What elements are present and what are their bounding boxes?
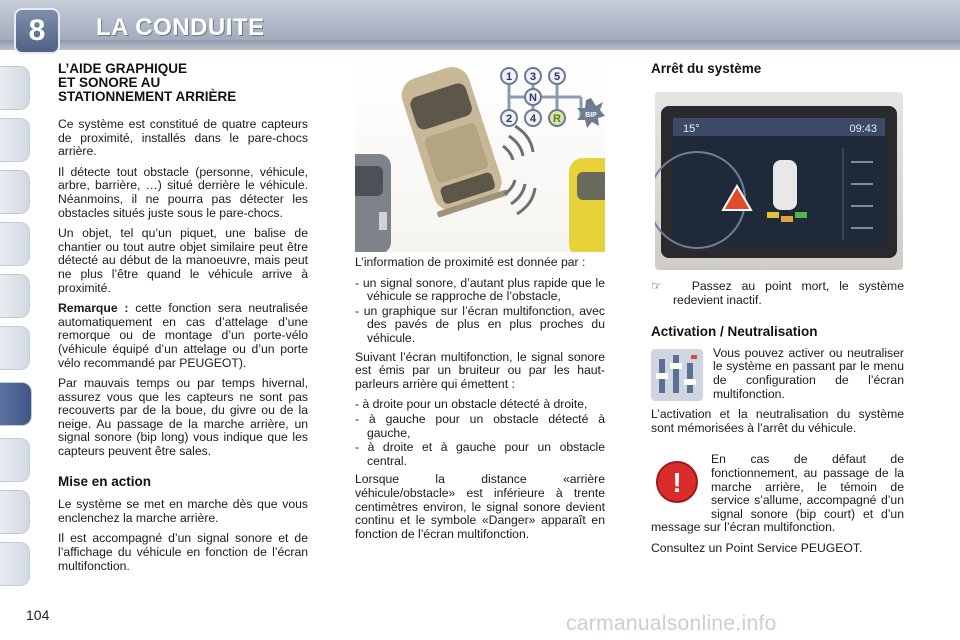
chapter-tab[interactable]	[0, 326, 30, 370]
multifunction-screen-photo	[655, 92, 903, 270]
chapter-tab[interactable]	[0, 274, 30, 318]
paragraph: Il détecte tout obstacle (personne, véhicule, arbre, barrière, …) situé derrière le véhicule. Néanmoins, il ne pourra pas détecter les obstacles situés juste sous le pare-chocs.	[58, 164, 308, 220]
chapter-number-badge: 8	[14, 8, 60, 54]
gear-n-label: N	[529, 92, 537, 104]
title-line: ET SONORE AU	[58, 75, 161, 90]
gear-r-label: R	[553, 113, 561, 125]
title-line: STATIONNEMENT ARRIÈRE	[58, 89, 237, 104]
list-item: - à gauche pour un obstacle détecté à gauche,	[355, 411, 605, 440]
watermark-text: carmanualsonline.info	[566, 612, 777, 635]
paragraph: Le système se met en marche dès que vous enclenchez la marche arrière.	[58, 497, 308, 525]
screen-graphic	[655, 92, 903, 270]
list-item: - à droite et à gauche pour un obstacle central.	[355, 440, 605, 468]
gear-5-label: 5	[553, 71, 561, 83]
screen-clock: 09:43	[849, 123, 877, 135]
list-item: - à droite pour un obstacle détecté à droite,	[355, 397, 588, 412]
car-top-view-icon	[773, 160, 797, 210]
pointing-hand-icon: ☞	[651, 279, 662, 293]
reversing-car	[395, 62, 509, 218]
chapter-tabs	[0, 52, 34, 640]
chapter-tab[interactable]	[0, 66, 30, 110]
list-item: - un graphique sur l’écran multifonction, avec des pavés de plus en plus proches du véhicule.	[355, 303, 605, 345]
bullet-item	[651, 280, 904, 307]
left-column	[58, 62, 308, 580]
config-menu-icon	[651, 349, 703, 401]
list-item: - un signal sonore, d’autant plus rapide que le véhicule se rapproche de l’obstacle,	[355, 275, 605, 304]
chapter-tab[interactable]	[0, 222, 30, 266]
parked-car-left	[355, 154, 391, 252]
paragraph: Ce système est constitué de quatre capteurs de proximité, installés dans le pare-chocs arrière.	[58, 117, 308, 159]
chapter-tab-active[interactable]	[0, 382, 32, 426]
page-number: 104	[26, 607, 50, 623]
chapter-title: LA CONDUITE	[96, 14, 265, 41]
paragraph: Suivant l’écran multifonction, le signal sonore est émis par un bruiteur ou par les haut-parleurs arrière qui émettent :	[355, 349, 605, 391]
right-column	[651, 60, 904, 86]
proximity-waves	[503, 126, 535, 214]
bullet-text: Passez au point mort, le système redevient inactif.	[673, 279, 904, 307]
section-title-parking-aid	[58, 62, 308, 104]
chapter-tab[interactable]	[0, 438, 30, 482]
chapter-tab[interactable]	[0, 118, 30, 162]
paragraph: Un objet, tel qu’un piquet, une balise de chantier ou tout autre objet similaire peut être détecté au début de la manoeuvre, mais peut ne plus l’être quand le véhicule arrive à proximité.	[58, 226, 308, 295]
warning-icon	[655, 460, 699, 504]
right-column-lower	[651, 280, 904, 563]
remark-text: cette fonction sera neutralisée automatiquement en cas d’attelage d’une remorque ou de montage d’un porte-vélo (véhicule équipé d’un attelage ou d’un porte vélo recommandé par PEUGEOT).	[58, 301, 308, 370]
warning-mark: !	[672, 467, 682, 499]
chapter-tab[interactable]	[0, 490, 30, 534]
bip-label: BIP	[585, 112, 597, 119]
gear-4-label: 4	[529, 113, 537, 125]
parking-illustration	[355, 62, 605, 252]
middle-column	[355, 256, 605, 548]
parking-scene-graphic	[355, 62, 605, 252]
parked-car-right	[569, 158, 605, 252]
gear-3-label: 3	[529, 71, 537, 83]
paragraph: En cas de défaut de fonctionnement, au passage de la marche arrière, le témoin de service s’allume, accompagné d’un signal sonore (bip court) et d’un message sur l’écran multifonction.	[651, 452, 904, 535]
section-title-arret: Arrêt du système	[651, 61, 762, 76]
paragraph: Vous pouvez activer ou neutraliser le système en passant par le menu de configuration de l’écran multifonction.	[713, 345, 904, 401]
screen-left-value: 15°	[683, 123, 700, 135]
remark-paragraph	[58, 302, 308, 370]
title-line: L’AIDE GRAPHIQUE	[58, 61, 188, 76]
chapter-tab[interactable]	[0, 542, 30, 586]
remark-label: Remarque :	[58, 301, 129, 316]
paragraph: Consultez un Point Service PEUGEOT.	[651, 540, 863, 555]
section-title-mise-en-action: Mise en action	[58, 473, 152, 489]
gear-2-label: 2	[505, 113, 513, 125]
chapter-tab[interactable]	[0, 170, 30, 214]
paragraph: L’information de proximité est donnée par :	[355, 255, 586, 269]
paragraph: L’activation et la neutralisation du système sont mémorisées à l’arrêt du véhicule.	[651, 407, 904, 435]
gear-1-label: 1	[505, 71, 513, 83]
gear-shift-diagram	[501, 68, 581, 126]
paragraph: Il est accompagné d’un signal sonore et de l’affichage du véhicule en fonction de l’écran multifonction.	[58, 531, 308, 573]
paragraph: Par mauvais temps ou par temps hivernal, assurez vous que les capteurs ne sont pas recouverts par de la boue, du givre ou de la neige. Au passage de la marche arrière, un signal sonore (bip long) vous indique que les capteurs peuvent être sales.	[58, 376, 308, 459]
paragraph: Lorsque la distance «arrière véhicule/obstacle» est inférieure à trente centimètres environ, le signal sonore devient continu et le symbole «Danger» apparaît en fonction de l’écran multifonction.	[355, 472, 605, 541]
section-title-activation: Activation / Neutralisation	[651, 324, 818, 340]
